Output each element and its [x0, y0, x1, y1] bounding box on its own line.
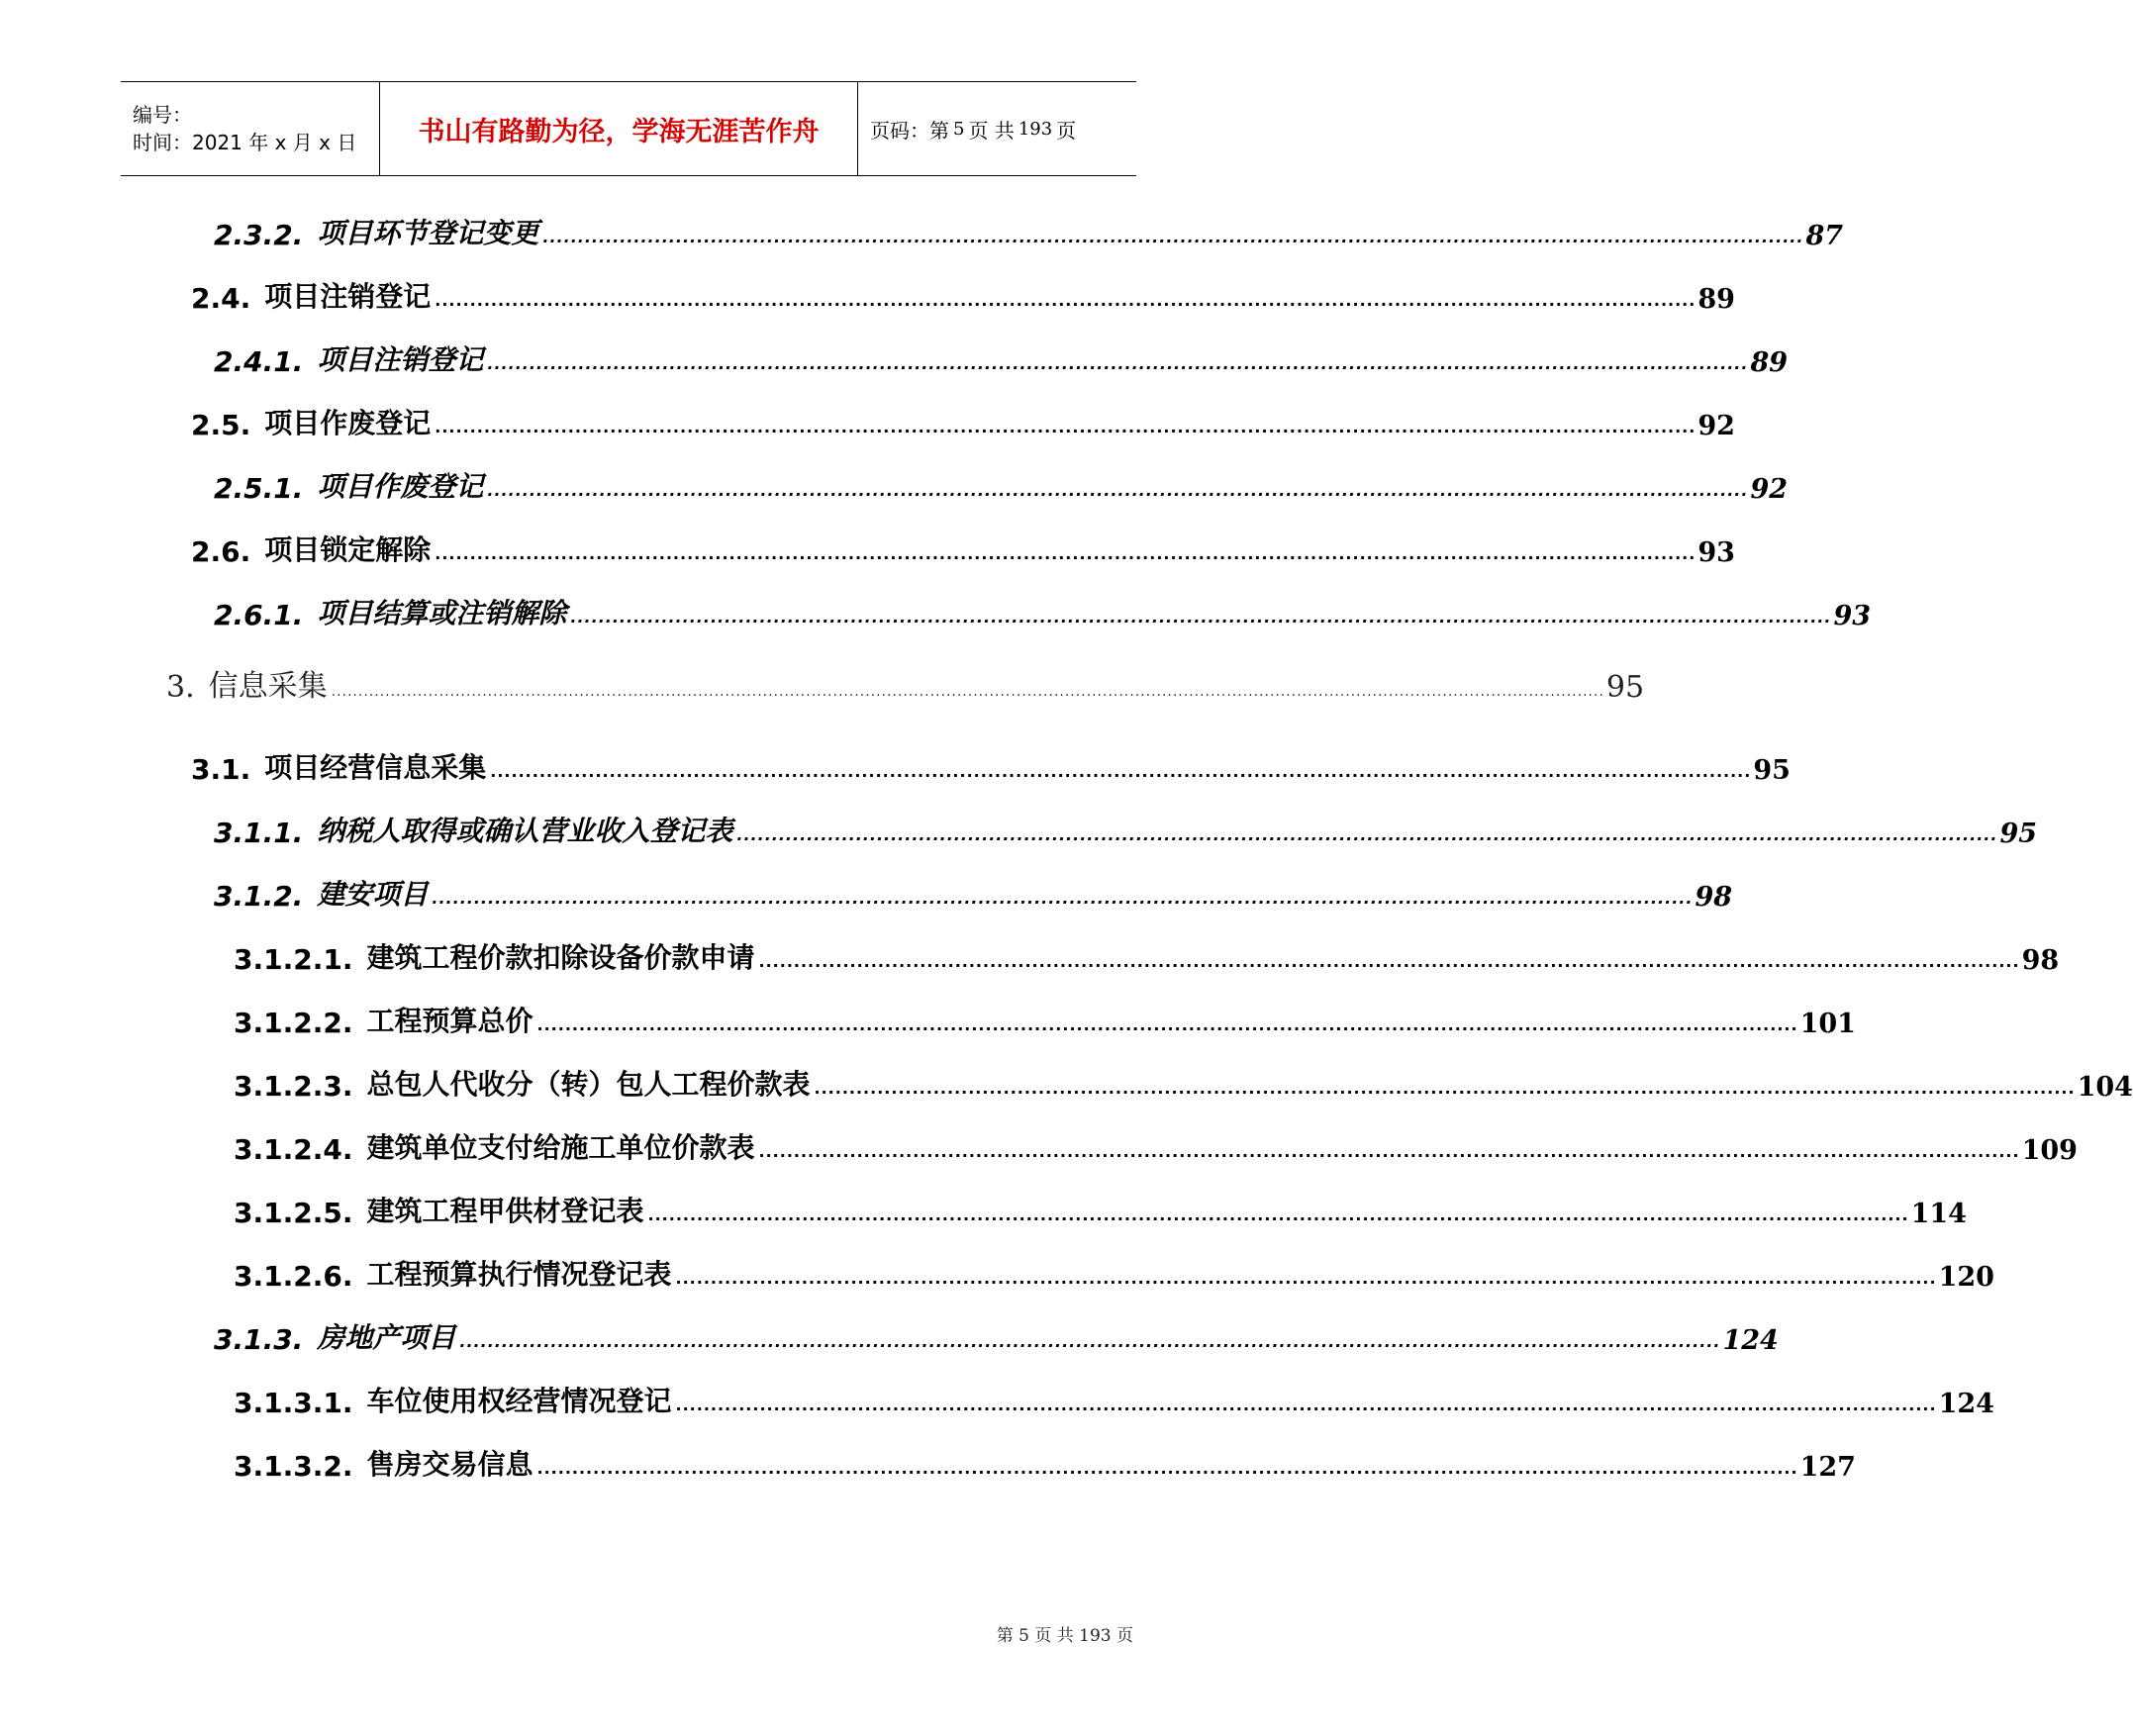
document-time-label: 时间：2021 年 x 月 x 日	[133, 131, 357, 154]
page-total: 193	[1018, 118, 1053, 140]
toc-entry[interactable]	[234, 932, 2060, 976]
toc-entry-page: 92	[1750, 474, 1789, 505]
toc-entry-page: 124	[1938, 1389, 1994, 1419]
page-prefix: 页码：第	[870, 118, 949, 143]
toc-entry-page: 95	[1605, 670, 1645, 705]
toc-leader-dots: ....................................................................................................................................................................................	[758, 952, 2020, 971]
toc-leader-dots: ....................................................................................................................................................................................	[490, 762, 1752, 781]
toc-entry-title: 项目作废登记	[264, 407, 432, 439]
toc-entry[interactable]	[166, 661, 1645, 705]
toc-leader-dots: ....................................................................................................................................................................................	[435, 291, 1697, 310]
toc-entry[interactable]	[191, 398, 1735, 441]
toc-entry[interactable]	[234, 996, 1856, 1039]
page-footer: 第 5 页 共 193 页	[996, 1626, 1133, 1646]
toc-entry-number: 3.1.3.1.	[234, 1387, 353, 1419]
toc-entry-number: 3.1.2.6.	[234, 1260, 353, 1293]
toc-entry-page: 89	[1697, 284, 1735, 315]
toc-entry-title: 建筑单位支付给施工单位价款表	[366, 1131, 755, 1164]
toc-entry-page: 93	[1833, 601, 1872, 631]
toc-entry-page: 93	[1697, 537, 1735, 568]
toc-leader-dots: ....................................................................................................................................................................................	[675, 1269, 1937, 1288]
toc-entry-number: 3.1.2.4.	[234, 1133, 353, 1166]
toc-entry[interactable]	[234, 1122, 2078, 1166]
toc-entry-title: 项目结算或注销解除	[317, 597, 567, 629]
toc-entry-number: 3.1.3.	[214, 1323, 304, 1356]
toc-entry-page: 98	[1695, 882, 1733, 913]
toc-leader-dots: ....................................................................................................................................................................................	[536, 1459, 1798, 1478]
toc-entry-number: 3.1.2.2.	[234, 1007, 353, 1039]
toc-entry-number: 2.4.1.	[214, 345, 304, 378]
toc-leader-dots: ....................................................................................................................................................................................	[647, 1206, 1909, 1224]
toc-entry-title: 项目注销登记	[264, 280, 432, 313]
toc-entry-page: 89	[1750, 347, 1789, 378]
toc-entry-number: 2.6.	[191, 535, 251, 568]
toc-entry-page: 124	[1722, 1325, 1779, 1356]
toc-entry-title: 工程预算总价	[366, 1005, 533, 1037]
toc-entry[interactable]	[234, 1059, 2133, 1103]
page-suffix: 页	[1056, 118, 1077, 143]
toc-entry-title: 车位使用权经营情况登记	[366, 1385, 672, 1417]
toc-entry-page: 98	[2021, 945, 2060, 976]
toc-entry-page: 101	[1799, 1009, 1856, 1039]
toc-leader-dots: ............................................................................................................................................................................................................................................	[331, 684, 1604, 700]
toc-entry-title: 工程预算执行情况登记表	[366, 1258, 672, 1291]
toc-entry-number: 3.1.2.3.	[234, 1070, 353, 1103]
toc-entry[interactable]	[191, 271, 1735, 315]
toc-entry-title: 总包人代收分（转）包人工程价款表	[366, 1068, 811, 1101]
toc-entry-number: 3.	[166, 670, 195, 705]
toc-entry-number: 2.5.	[191, 409, 251, 441]
toc-entry-title: 建筑工程价款扣除设备价款申请	[366, 941, 755, 974]
toc-leader-dots: ....................................................................................................................................................................................	[435, 544, 1697, 563]
document-number-label: 编号：	[133, 103, 192, 127]
header-motto: 书山有路勤为径，学海无涯苦作舟	[418, 116, 820, 147]
toc-entry-page: 127	[1799, 1452, 1856, 1483]
toc-entry-number: 2.3.2.	[214, 219, 304, 251]
toc-entry-page: 109	[2021, 1135, 2078, 1166]
toc-leader-dots: ....................................................................................................................................................................................	[542, 228, 1804, 246]
toc-entry-page: 114	[1910, 1199, 1967, 1229]
toc-entry-title: 项目经营信息采集	[264, 751, 487, 784]
toc-entry[interactable]	[234, 1249, 1994, 1293]
toc-entry-page: 104	[2077, 1072, 2133, 1103]
toc-entry-title: 建筑工程甲供材登记表	[366, 1195, 644, 1227]
toc-leader-dots: ....................................................................................................................................................................................	[487, 354, 1749, 373]
toc-leader-dots: ....................................................................................................................................................................................	[758, 1142, 2020, 1161]
toc-entry-page: 92	[1697, 411, 1735, 441]
toc-entry-number: 3.1.	[191, 753, 251, 786]
toc-entry[interactable]	[234, 1186, 1967, 1229]
toc-entry-title: 信息采集	[208, 669, 328, 704]
toc-entry-page: 120	[1938, 1262, 1994, 1293]
toc-entry[interactable]	[214, 588, 1872, 631]
toc-leader-dots: ....................................................................................................................................................................................	[536, 1015, 1798, 1034]
page-header	[121, 81, 1136, 176]
toc-entry[interactable]	[191, 525, 1735, 568]
toc-entry-number: 3.1.2.	[214, 880, 304, 913]
toc-entry[interactable]	[214, 208, 1844, 251]
toc-leader-dots: ....................................................................................................................................................................................	[432, 889, 1694, 908]
toc-entry-number: 2.5.1.	[214, 472, 304, 505]
toc-entry[interactable]	[234, 1376, 1994, 1419]
page-mid: 页 共	[968, 118, 1015, 143]
toc-entry[interactable]	[214, 1312, 1779, 1356]
toc-entry-number: 3.1.1.	[214, 817, 304, 849]
toc-entry[interactable]	[234, 1439, 1856, 1483]
toc-entry-title: 项目作废登记	[317, 470, 484, 503]
toc-entry[interactable]	[214, 806, 2038, 849]
page-current: 5	[953, 118, 965, 140]
header-motto-cell	[380, 82, 858, 175]
toc-entry-title: 售房交易信息	[366, 1448, 533, 1481]
toc-entry-number: 2.6.1.	[214, 599, 304, 631]
toc-entry-page: 95	[1753, 755, 1791, 786]
toc-entry-title: 项目注销登记	[317, 343, 484, 376]
toc-entry[interactable]	[191, 742, 1791, 786]
header-info-cell	[121, 82, 380, 175]
toc-entry[interactable]	[214, 335, 1789, 378]
toc-leader-dots: ....................................................................................................................................................................................	[814, 1079, 2076, 1098]
toc-entry[interactable]	[214, 461, 1789, 505]
toc-leader-dots: ....................................................................................................................................................................................	[459, 1332, 1721, 1351]
toc-entry-number: 3.1.2.5.	[234, 1197, 353, 1229]
toc-entry-page: 95	[1999, 819, 2038, 849]
toc-entry-title: 建安项目	[317, 878, 429, 911]
toc-leader-dots: ....................................................................................................................................................................................	[570, 608, 1832, 627]
toc-leader-dots: ....................................................................................................................................................................................	[675, 1396, 1937, 1414]
toc-entry-number: 3.1.3.2.	[234, 1450, 353, 1483]
toc-entry-number: 3.1.2.1.	[234, 943, 353, 976]
toc-entry-page: 87	[1805, 221, 1844, 251]
toc-leader-dots: ....................................................................................................................................................................................	[435, 418, 1697, 436]
toc-entry-title: 纳税人取得或确认营业收入登记表	[317, 815, 733, 847]
toc-entry-number: 2.4.	[191, 282, 251, 315]
toc-entry-title: 项目环节登记变更	[317, 217, 539, 249]
toc-entry-title: 房地产项目	[317, 1321, 456, 1354]
header-page-cell	[858, 82, 1136, 175]
toc-leader-dots: ....................................................................................................................................................................................	[487, 481, 1749, 500]
toc-leader-dots: ....................................................................................................................................................................................	[736, 825, 1998, 844]
toc-entry-title: 项目锁定解除	[264, 533, 432, 566]
toc-entry[interactable]	[214, 869, 1733, 913]
